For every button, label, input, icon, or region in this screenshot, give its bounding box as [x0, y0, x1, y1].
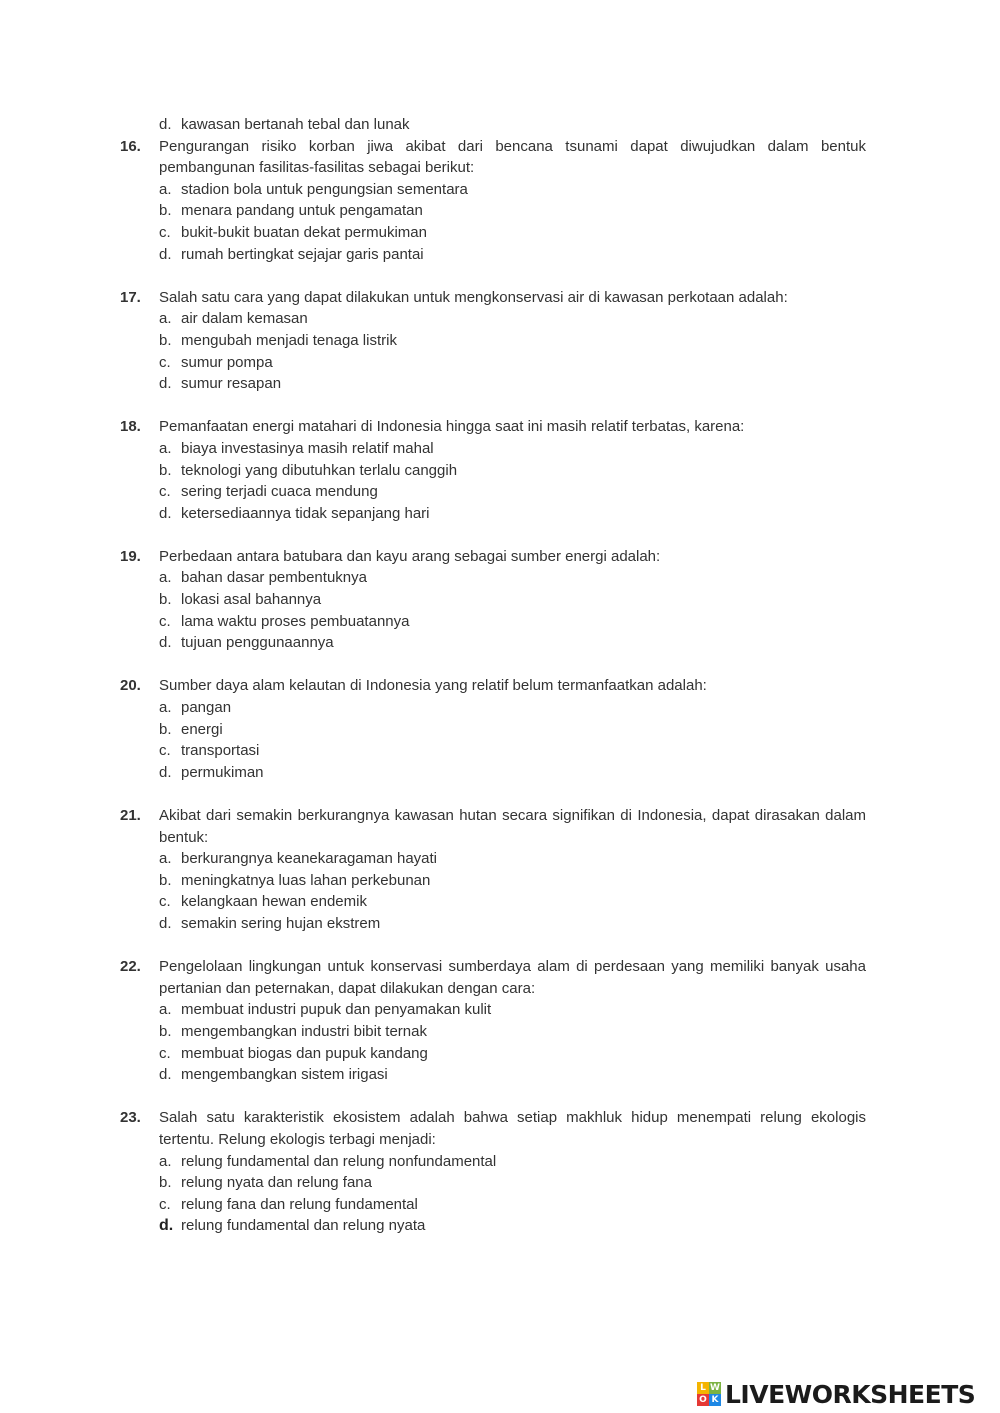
- answer-option[interactable]: [159, 762, 866, 784]
- answer-options: [120, 567, 866, 653]
- option-letter: c.: [159, 353, 171, 371]
- answer-option[interactable]: [159, 719, 866, 741]
- question-row: [120, 805, 866, 848]
- question-number: 21.: [120, 807, 141, 824]
- question-row: [120, 416, 866, 438]
- option-letter: d.: [159, 504, 172, 522]
- logo-tile: O: [697, 1394, 709, 1406]
- answer-option[interactable]: [159, 438, 866, 460]
- option-letter: a.: [159, 1152, 172, 1170]
- option-letter: a.: [159, 1001, 172, 1019]
- answer-option[interactable]: [159, 913, 866, 935]
- answer-option[interactable]: [159, 740, 866, 762]
- option-letter: d.: [159, 245, 172, 263]
- option-text: semakin sering hujan ekstrem: [181, 914, 381, 932]
- continued-option: [120, 114, 866, 136]
- option-letter: d.: [159, 375, 172, 393]
- answer-option[interactable]: [159, 1194, 866, 1216]
- option-text: bukit-bukit buatan dekat permukiman: [181, 223, 427, 241]
- option-letter: a.: [159, 439, 172, 457]
- option-text: air dalam kemasan: [181, 310, 308, 328]
- answer-option[interactable]: [159, 891, 866, 913]
- answer-option[interactable]: [159, 460, 866, 482]
- question-text: Pengurangan risiko korban jiwa akibat dari bencana tsunami dapat diwujudkan dalam bentuk pembangunan fasilitas-fasilitas sebagai berikut:: [159, 137, 866, 177]
- question-item: [120, 546, 866, 654]
- option-text: rumah bertingkat sejajar garis pantai: [181, 245, 424, 263]
- question-row: [120, 675, 866, 697]
- option-letter: c.: [159, 483, 171, 501]
- option-text: tujuan penggunaannya: [181, 634, 334, 652]
- answer-options: [120, 999, 866, 1085]
- option-letter: c.: [159, 893, 171, 911]
- question-row: [120, 287, 866, 309]
- logo-tile: W: [710, 1382, 720, 1393]
- answer-option[interactable]: [159, 697, 866, 719]
- option-text: meningkatnya luas lahan perkebunan: [181, 871, 431, 889]
- option-letter: b.: [159, 591, 172, 609]
- question-row: [120, 956, 866, 999]
- option-letter: b.: [159, 1174, 172, 1192]
- answer-options: [120, 308, 866, 394]
- question-row: [120, 1107, 866, 1150]
- answer-option[interactable]: [159, 611, 866, 633]
- question-text: Salah satu cara yang dapat dilakukan untuk mengkonservasi air di kawasan perkotaan adalah:: [159, 288, 788, 306]
- answer-option[interactable]: [159, 870, 866, 892]
- option-letter: c.: [159, 742, 171, 760]
- option-text: kawasan bertanah tebal dan lunak: [181, 116, 410, 133]
- question-list: [120, 114, 866, 1237]
- liveworksheets-logo-icon: [697, 1382, 721, 1406]
- question-text: Pengelolaan lingkungan untuk konservasi sumberdaya alam di perdesaan yang memiliki banyak usaha pertanian dan peternakan, dapat dilakukan dengan cara:: [159, 958, 866, 997]
- question-item: [120, 287, 866, 395]
- option-text: teknologi yang dibutuhkan terlalu canggih: [181, 461, 458, 479]
- question-text: Pemanfaatan energi matahari di Indonesia hingga saat ini masih relatif terbatas, karena:: [159, 418, 745, 436]
- option-letter: d.: [159, 116, 172, 133]
- option-letter: a.: [159, 850, 172, 868]
- option-letter: b.: [159, 202, 172, 220]
- answer-option[interactable]: [159, 481, 866, 503]
- answer-option[interactable]: [159, 632, 866, 654]
- answer-option[interactable]: [159, 222, 866, 244]
- answer-option[interactable]: [159, 244, 866, 266]
- answer-option[interactable]: [159, 589, 866, 611]
- option-text: ketersediaannya tidak sepanjang hari: [181, 504, 430, 522]
- answer-option[interactable]: [159, 179, 866, 201]
- question-number: 23.: [120, 1109, 141, 1127]
- option-letter: b.: [159, 1022, 172, 1040]
- option-text: menara pandang untuk pengamatan: [181, 202, 423, 220]
- answer-option[interactable]: [159, 352, 866, 374]
- option-text: lama waktu proses pembuatannya: [181, 612, 410, 630]
- question-number: 19.: [120, 547, 141, 565]
- question-text: Perbedaan antara batubara dan kayu arang sebagai sumber energi adalah:: [159, 547, 661, 565]
- logo-tile: K: [709, 1394, 721, 1406]
- logo-tile: L: [697, 1382, 709, 1394]
- option-letter: a.: [159, 310, 172, 328]
- question-text: Sumber daya alam kelautan di Indonesia yang relatif belum termanfaatkan adalah:: [159, 677, 707, 695]
- answer-option[interactable]: [159, 1172, 866, 1194]
- answer-option[interactable]: [159, 999, 866, 1021]
- option-letter: d.: [159, 1217, 174, 1235]
- option-text: sering terjadi cuaca mendung: [181, 483, 378, 501]
- option-letter: d.: [159, 1066, 172, 1084]
- question-row: [120, 546, 866, 568]
- option-letter: d.: [159, 763, 172, 781]
- option-text: biaya investasinya masih relatif mahal: [181, 439, 434, 457]
- question-row: [120, 136, 866, 179]
- answer-options: [120, 179, 866, 265]
- question-item: [120, 1107, 866, 1237]
- option-text: relung fundamental dan relung nonfundamental: [181, 1152, 497, 1170]
- answer-option[interactable]: [159, 848, 866, 870]
- option-text: transportasi: [181, 742, 260, 760]
- answer-options: [120, 848, 866, 934]
- option-letter: c.: [159, 612, 171, 630]
- option-letter: a.: [159, 699, 172, 717]
- option-text: relung nyata dan relung fana: [181, 1174, 372, 1192]
- option-text: sumur resapan: [181, 375, 282, 393]
- option-letter: a.: [159, 569, 172, 587]
- option-letter: c.: [159, 1044, 171, 1062]
- option-text: bahan dasar pembentuknya: [181, 569, 367, 587]
- answer-option[interactable]: [159, 308, 866, 330]
- option-text: mengembangkan industri bibit ternak: [181, 1022, 427, 1040]
- question-number: 17.: [120, 288, 141, 306]
- question-item: [120, 956, 866, 1086]
- question-item: [120, 136, 866, 266]
- questions-container: [120, 136, 866, 1237]
- question-number: 16.: [120, 137, 141, 155]
- option-letter: c.: [159, 223, 171, 241]
- option-letter: a.: [159, 180, 172, 198]
- option-text: berkurangnya keanekaragaman hayati: [181, 850, 438, 868]
- answer-option[interactable]: [159, 1215, 866, 1237]
- liveworksheets-brand: [697, 1378, 975, 1410]
- answer-option[interactable]: [159, 1064, 866, 1086]
- question-item: [120, 416, 866, 524]
- option-letter: d.: [159, 634, 172, 652]
- question-text: Salah satu karakteristik ekosistem adalah bahwa setiap makhluk hidup menempati relung ekologis tertentu. Relung ekologis terbagi menjadi:: [159, 1109, 866, 1148]
- option-letter: b.: [159, 461, 172, 479]
- question-item: [120, 675, 866, 783]
- option-text: relung fana dan relung fundamental: [181, 1195, 418, 1213]
- question-number: 22.: [120, 958, 141, 976]
- option-letter: b.: [159, 331, 172, 349]
- option-text: relung fundamental dan relung nyata: [181, 1217, 426, 1235]
- option-text: kelangkaan hewan endemik: [181, 893, 367, 911]
- option-text: pangan: [181, 699, 232, 717]
- answer-option[interactable]: [159, 1021, 866, 1043]
- option-text: mengembangkan sistem irigasi: [181, 1066, 388, 1084]
- answer-options: [120, 438, 866, 524]
- answer-option[interactable]: [159, 1151, 866, 1173]
- question-number: 20.: [120, 677, 141, 695]
- answer-option[interactable]: [159, 1043, 866, 1065]
- answer-option[interactable]: [159, 503, 866, 525]
- option-text: membuat biogas dan pupuk kandang: [181, 1044, 428, 1062]
- answer-options: [120, 697, 866, 783]
- brand-name: LIVEWORKSHEETS: [725, 1379, 976, 1409]
- option-text: permukiman: [181, 763, 264, 781]
- option-text: sumur pompa: [181, 353, 273, 371]
- answer-options: [120, 1151, 866, 1237]
- option-text: membuat industri pupuk dan penyamakan kulit: [181, 1001, 492, 1019]
- question-text: Akibat dari semakin berkurangnya kawasan hutan secara signifikan di Indonesia, dapat dirasakan dalam bentuk:: [159, 807, 866, 846]
- option-text: mengubah menjadi tenaga listrik: [181, 331, 397, 349]
- answer-option[interactable]: [159, 200, 866, 222]
- answer-option[interactable]: [159, 567, 866, 589]
- option-letter: c.: [159, 1195, 171, 1213]
- option-letter: d.: [159, 914, 172, 932]
- question-number: 18.: [120, 418, 141, 436]
- question-item: [120, 805, 866, 935]
- option-letter: b.: [159, 720, 172, 738]
- option-text: stadion bola untuk pengungsian sementara: [181, 180, 468, 198]
- answer-option[interactable]: [159, 373, 866, 395]
- option-text: lokasi asal bahannya: [181, 591, 322, 609]
- option-letter: b.: [159, 871, 172, 889]
- answer-option[interactable]: [159, 330, 866, 352]
- option-text: energi: [181, 720, 223, 738]
